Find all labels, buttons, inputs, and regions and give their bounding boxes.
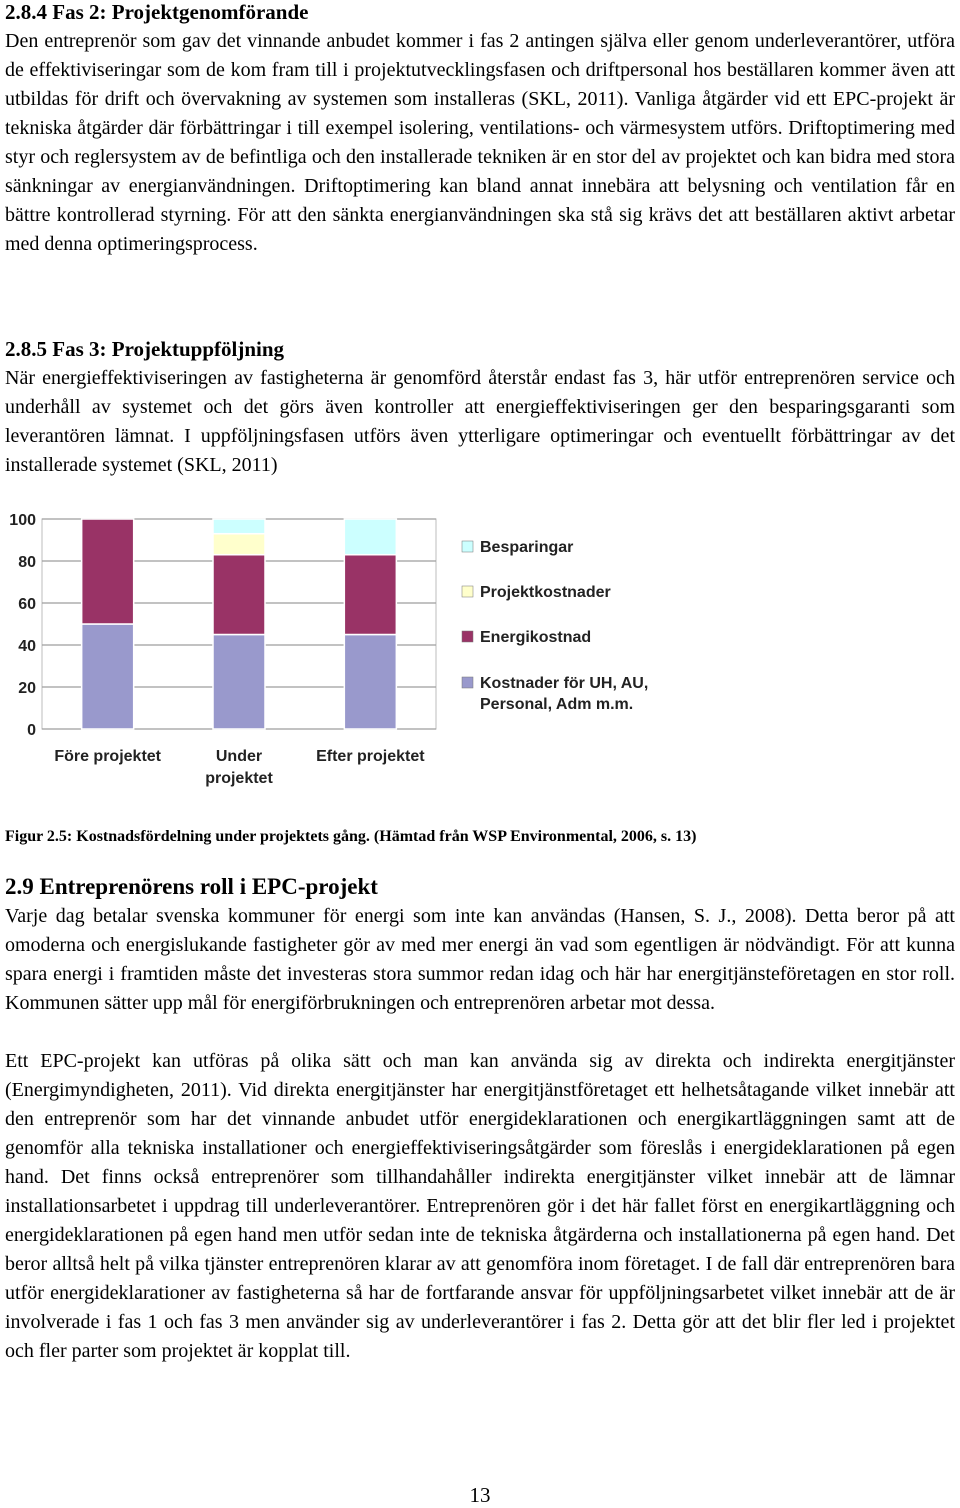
section-heading: 2.9 Entreprenörens roll i EPC-projekt [5, 874, 378, 899]
bar-segment [344, 635, 396, 730]
y-tick-label: 60 [18, 596, 36, 613]
x-tick-label: Före projektet [54, 748, 162, 765]
chart-svg [0, 507, 960, 807]
section-2-8-5 [5, 337, 955, 480]
legend-label: Kostnader för UH, AU, [480, 675, 649, 692]
y-tick-label: 0 [27, 722, 36, 739]
section-heading: 2.8.4 Fas 2: Projektgenomförande [5, 0, 309, 24]
y-tick-label: 80 [18, 554, 36, 571]
bar-segment [213, 555, 265, 635]
bar-segment [213, 635, 265, 730]
legend-label: Besparingar [480, 539, 574, 556]
section-heading: 2.8.5 Fas 3: Projektuppföljning [5, 337, 285, 361]
legend-label: Projektkostnader [480, 584, 611, 601]
bar-segment [82, 624, 134, 729]
bar-segment [213, 519, 265, 534]
y-tick-label: 100 [9, 512, 36, 529]
section-2-8-4 [5, 0, 955, 259]
legend-swatch [462, 586, 473, 597]
section-paragraph: När energieffektiviseringen av fastigheterna är genomförd återstår endast fas 3, här utför entreprenören service och underhåll av systemet och det görs även kontroller att energieffektiviseringen ger den besparingsgaranti som leverantören lämnat. I uppföljningsfasen utförs även ytterligare optimeringar och eventuellt förbättringar av det installerade systemet (SKL, 2011) [5, 367, 955, 476]
section-paragraph-2: Ett EPC-projekt kan utföras på olika sätt och man kan använda sig av direkta och indirekta energitjänster (Energimyndigheten, 2011). Vid direkta energitjänster har energitjänstföretaget ett helhetsåtagande vilket innebär att den entreprenör som har det vinnande anbudet utför energideklarationen och energikartläggningen samt att de genomför alla tekniska installationer och energieffektiviseringsåtgärder som föreslås i energideklarationen på egen hand. Det finns också entreprenörer som tillhandahåller indirekta energitjänster vilket innebär att de lämnar installationsarbetet i uppdrag till underleverantörer. Entreprenören gör i det här fallet först en energikartläggning och energideklarationen på egen hand men utför sedan inte de tekniska åtgärderna och installationerna på egen hand. Det beror alltså helt på vilka tjänster entreprenören klarar av att genomföra inom företaget. I de fall där entreprenören bara utför energideklarationer av fastigheterna så har de fortfarande ansvar för uppföljningsarbetet vilket innebär att de är involverade i fas 1 och fas 3 men använder sig av underleverantörer i fas 2. Detta gör att det blir fler led i projektet och fler parter som projektet är kopplat till. [5, 1050, 955, 1362]
x-tick-label: Efter projektet [316, 748, 425, 765]
bar-segment [344, 519, 396, 555]
page-number: 13 [469, 1483, 491, 1507]
section-paragraph: Den entreprenör som gav det vinnande anbudet kommer i fas 2 antingen själva eller genom underleverantörer, utföra de effektiviseringar som de kom fram till i projektutvecklingsfasen och driftpersonal hos beställaren kommer även att utbildas för drift och övervakning av systemen som installeras (SKL, 2011). Vanliga åtgärder vid ett EPC-projekt är tekniska åtgärder där förbättringar i till exempel isolering, ventilations- och värmesystem utförs. Driftoptimering med styr och reglersystem av de befintliga och den installerade tekniken är en stor del av projektet och kan bidra med stora sänkningar av energianvändningen. Driftoptimering kan bland annat innebära att belysning och ventilation får en bättre kontrollerad styrning. För att den sänkta energianvändningen ska stå sig krävs det att beställaren aktivt arbetar med denna optimeringsprocess. [5, 30, 955, 255]
y-tick-label: 20 [18, 680, 36, 697]
legend-swatch [462, 541, 473, 552]
bar-segment [82, 519, 134, 624]
section-paragraph-1: Varje dag betalar svenska kommuner för energi som inte kan användas (Hansen, S. J., 2008). Detta beror på att omoderna och energislukande fastigheter gör av med mer energi än vad som egentligen är nödvändigt. För att kunna spara energi i framtiden måste det investeras stora summor redan idag och här har energitjänsteföretagen en stor roll. Kommunen sätter upp mål för energiförbrukningen och entreprenören arbetar mot dessa. [5, 905, 955, 1014]
bar-segment [344, 555, 396, 635]
x-tick-label: projektet [205, 770, 273, 787]
cost-distribution-chart [0, 507, 960, 807]
figure-caption: Figur 2.5: Kostnadsfördelning under projektets gång. (Hämtad från WSP Environmental, 2006, s. 13) [5, 828, 697, 845]
bar-segment [213, 534, 265, 555]
y-tick-label: 40 [18, 638, 36, 655]
legend-swatch [462, 677, 473, 688]
section-2-9 [5, 873, 955, 1366]
legend-label: Energikostnad [480, 629, 592, 646]
legend-swatch [462, 631, 473, 642]
x-tick-label: Under [215, 748, 263, 765]
legend-label: Personal, Adm m.m. [480, 696, 634, 713]
